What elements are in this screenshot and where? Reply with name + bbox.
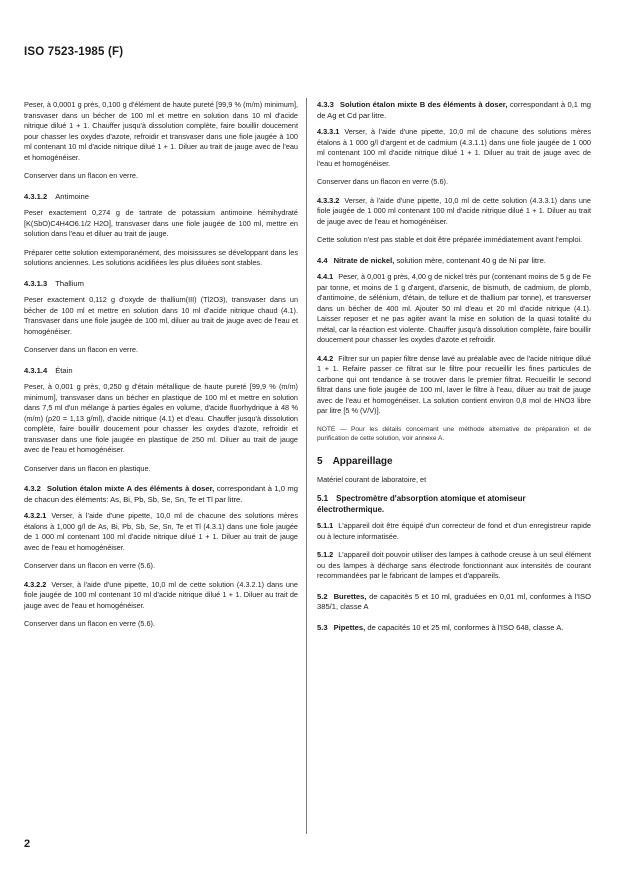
paragraph-4-4-2 <box>317 354 591 417</box>
section-description: de capacités 10 et 25 ml, conformes à l'ISO 648, classe A. <box>367 622 564 632</box>
section-number: 5.1.2 <box>317 550 334 559</box>
section-title: Antimoine <box>55 191 90 201</box>
section-number: 4.3.3.2 <box>317 195 340 205</box>
section-title: Spectromètre d'absorption atomique et atomiseur électrothermique. <box>317 494 526 514</box>
paragraph-text: Verser, à l'aide d'une pipette, 10,0 ml de cette solution (4.3.3.1) dans une fiole jaugée de 1 000 ml contenant 100 ml d'acide nitrique dilué 1 + 1. Diluer au trait de jauge avec de l'eau et homogénéiser. <box>317 195 591 226</box>
section-heading-5 <box>317 456 591 467</box>
section-title: Nitrate de nickel, <box>333 255 395 265</box>
section-title: Solution étalon mixte A des éléments à doser, <box>46 484 215 493</box>
paragraph: Conserver dans un flacon en plastique. <box>24 463 151 473</box>
section-heading-5-2 <box>317 592 591 613</box>
paragraph-text: Peser, à 0,001 g près, 4,00 g de nickel très pur (contenant moins de 5 g de Fe par tonne, et moins de 1 g d'argent, d'arsenic, de bismuth, de cadmium, de plomb, d'antimoine, de sélénium, d'étain, de tellure et de thallium par tonne), et transverser dans un bécher de 400 ml. Ajouter 50 ml d'eau et 20 ml d'acide nitrique (4.1). Laisser reposer et ne pas agiter avant la mise en solution de la quasi totalité du métal, car la réaction est violente. Chauffer jusqu'à dissolution complète, faire bouillir doucement pour chasser les oxydes d'azote et refroidir. <box>317 272 591 344</box>
section-number: 4.3.2.1 <box>24 511 47 520</box>
section-number: 4.3.2.2 <box>24 579 47 589</box>
paragraph-text: L'appareil doit être équipé d'un correcteur de fond et d'un enregistreur rapide ou à lecture informatisée. <box>317 521 591 541</box>
section-number: 4.4.1 <box>317 272 334 281</box>
paragraph-text: Filtrer sur un papier filtre dense lavé au préalable avec de l'acide nitrique dilué 1 + 1. Refaire passer ce filtrat sur le filtre pour recueillir les fines particules de carbone qui ont tendance à se trouver dans le premier filtrat. Recueillir le second filtrat dans une fiole jaugée de 100 ml, laver le filtre à l'eau, diluer au trait de jauge avec de l'eau et homogénéiser. La solution contient environ 0,8 mol de HNO3 libre par litre [5 % (V/V)]. <box>317 353 591 415</box>
section-title: Pipettes, <box>333 622 366 632</box>
left-column <box>24 100 298 638</box>
section-heading-4-4 <box>317 256 591 267</box>
paragraph-4-3-3-1 <box>317 127 591 169</box>
section-number: 5.1 <box>317 494 329 503</box>
paragraph-5-1-2 <box>317 550 591 582</box>
section-number: 4.3.1.4 <box>24 365 48 375</box>
note: NOTE — Pour les détails concernant une méthode alternative de préparation et de purification de cette solution, voir annexe A. <box>317 425 591 442</box>
section-title: Thallium <box>55 278 84 288</box>
section-heading-4-3-1-3 <box>24 279 298 290</box>
paragraph-text: Verser, à l'aide d'une pipette, 10,0 ml de chacune des solutions mères étalons à 1 000 g/l d'argent et de cadmium (4.3.1.1) dans une fiole jaugée de 1 000 ml contenant 100 ml d'acide nitrique dilué 1 + 1. Diluer au trait de jauge avec de l'eau et homogénéiser. <box>317 127 591 168</box>
section-description: correspondant à 1,0 mg de chacun des éléments: As, Bi, Pb, Sb, Se, Sn, Te et Tl par litre. <box>24 484 298 504</box>
paragraph: Cette solution n'est pas stable et doit être préparée immédiatement avant l'emploi. <box>317 235 583 244</box>
paragraph: Préparer cette solution extemporanément, des moisissures se développant dans les solutions anciennes. Les solutions acidifiées les plus diluées sont stables. <box>24 247 298 267</box>
section-description: correspondant à 0,1 mg de Ag et Cd par litre. <box>317 100 591 120</box>
column-divider <box>306 98 307 834</box>
section-number: 4.4.2 <box>317 353 334 363</box>
paragraph-4-3-2-1 <box>24 511 298 553</box>
section-heading-4-3-2 <box>24 484 298 505</box>
section-number: 5.2 <box>317 591 328 601</box>
paragraph-4-3-2-2 <box>24 580 298 612</box>
paragraph: Peser, à 0,001 g près, 0,250 g d'étain métallique de haute pureté [99,9 % (m/m) minimum], transvaser dans un bécher en plastique de 100 ml et mettre en solution dans 7,5 ml d'un mélange à parties égales en volume, d'acide fluorhydrique à 48 % (m/m) (ρ20 = 1,13 g/ml), d'acide nitrique (4.1) et d'eau. Chauffer jusqu'à dissolution complète, faire bouillir doucement pour chasser les oxydes d'azote, refroidir et transvaser dans une fiole jaugée en plastique de 250 ml. Diluer au trait de jauge avec de l'eau et homogénéiser. <box>24 382 298 454</box>
paragraph: Matériel courant de laboratoire, et <box>317 474 427 484</box>
section-heading-5-3 <box>317 623 591 634</box>
paragraph: Peser exactement 0,112 g d'oxyde de thallium(III) (Tl2O3), transvaser dans un bécher de 100 ml et mettre en solution dans 10 ml d'acide nitrique chaud (4.1). Transvaser dans une fiole jaugée de 100 ml, diluer au trait de jauge avec de l'eau et homogénéiser. <box>24 295 298 336</box>
section-heading-4-3-1-2 <box>24 192 298 203</box>
paragraph-4-3-3-2 <box>317 196 591 228</box>
section-description: solution mère, contenant 40 g de Ni par litre. <box>396 255 546 265</box>
section-number: 4.3.1.3 <box>24 278 48 288</box>
paragraph-text: Verser, à l'aide d'une pipette, 10,0 ml de chacune des solutions mères étalons à 1,000 g/l de As, Bi, Pb, Sb, Se, Sn, Te et Tl (4.3.1) dans une fiole jaugée de 1 000 ml contenant 100 ml d'acide nitrique dilué 1 + 1. Diluer au trait de jauge avec de l'eau et homogénéiser. <box>24 511 298 552</box>
paragraph-5-1-1 <box>317 521 591 542</box>
paragraph-text: L'appareil doit pouvoir utiliser des lampes à cathode creuse à un seul élément ou des lampes à décharge sans électrode fonctionnant aux intensités de courant recommandées par le fabricant de lampes et d'appareils. <box>317 550 591 580</box>
section-number: 4.3.3 <box>317 100 334 109</box>
section-number: 4.4 <box>317 255 328 265</box>
section-description: de capacités 5 et 10 ml, graduées en 0,01 ml, conformes à l'ISO 385/1, classe A <box>317 591 591 611</box>
right-column <box>317 100 591 639</box>
section-number: 4.3.3.1 <box>317 127 340 136</box>
paragraph-4-4-1 <box>317 272 591 346</box>
section-number: 4.3.2 <box>24 484 41 493</box>
section-title: Étain <box>55 365 73 375</box>
section-number: 5.1.1 <box>317 521 334 530</box>
page-number: 2 <box>24 838 31 850</box>
section-number: 4.3.1.2 <box>24 191 48 201</box>
paragraph: Conserver dans un flacon en verre (5.6). <box>24 561 156 570</box>
paragraph: Peser, à 0,0001 g près, 0,100 g d'élément de haute pureté [99,9 % (m/m) minimum], transvaser dans un bécher de 100 ml et mettre en solution dans 10 ml d'acide nitrique dilué 1 + 1. Chauffer jusqu'à dissolution complète, faire bouillir doucement pour chasser les oxydes d'azote, refroidir et transvaser dans une fiole jaugée à 100 ml contenant 10 ml d'acide nitrique dilué 1 + 1. Diluer au trait de jauge avec de l'eau et homogénéiser. <box>24 100 298 162</box>
paragraph: Conserver dans un flacon en verre (5.6). <box>24 619 156 628</box>
paragraph: Conserver dans un flacon en verre. <box>24 171 138 180</box>
section-heading-4-3-3 <box>317 100 591 121</box>
section-title: Appareillage <box>332 455 393 467</box>
section-title: Burettes, <box>333 591 367 601</box>
paragraph: Conserver dans un flacon en verre. <box>24 345 138 354</box>
section-number: 5 <box>317 455 323 467</box>
paragraph: Conserver dans un flacon en verre (5.6). <box>317 177 449 186</box>
paragraph: Peser exactement 0,274 g de tartrate de potassium antimoine hémihydraté [K(SbO)C4H4O6.1/2 H2O], transvaser dans une fiole jaugée de 100 ml, mettre en solution dans l'eau et diluer au trait de jauge. <box>24 208 298 238</box>
section-title: Solution étalon mixte B des éléments à doser, <box>339 100 508 109</box>
section-heading-5-1 <box>317 493 591 515</box>
document-header: ISO 7523-1985 (F) <box>24 46 124 58</box>
section-number: 5.3 <box>317 622 328 632</box>
paragraph-text: Verser, à l'aide d'une pipette, 10,0 ml de cette solution (4.3.2.1) dans une fiole jaugée de 100 ml contenant 10 ml d'acide nitrique dilué 1 + 1. Diluer au trait de jauge avec de l'eau et homogénéiser. <box>24 579 298 610</box>
section-heading-4-3-1-4 <box>24 366 298 377</box>
